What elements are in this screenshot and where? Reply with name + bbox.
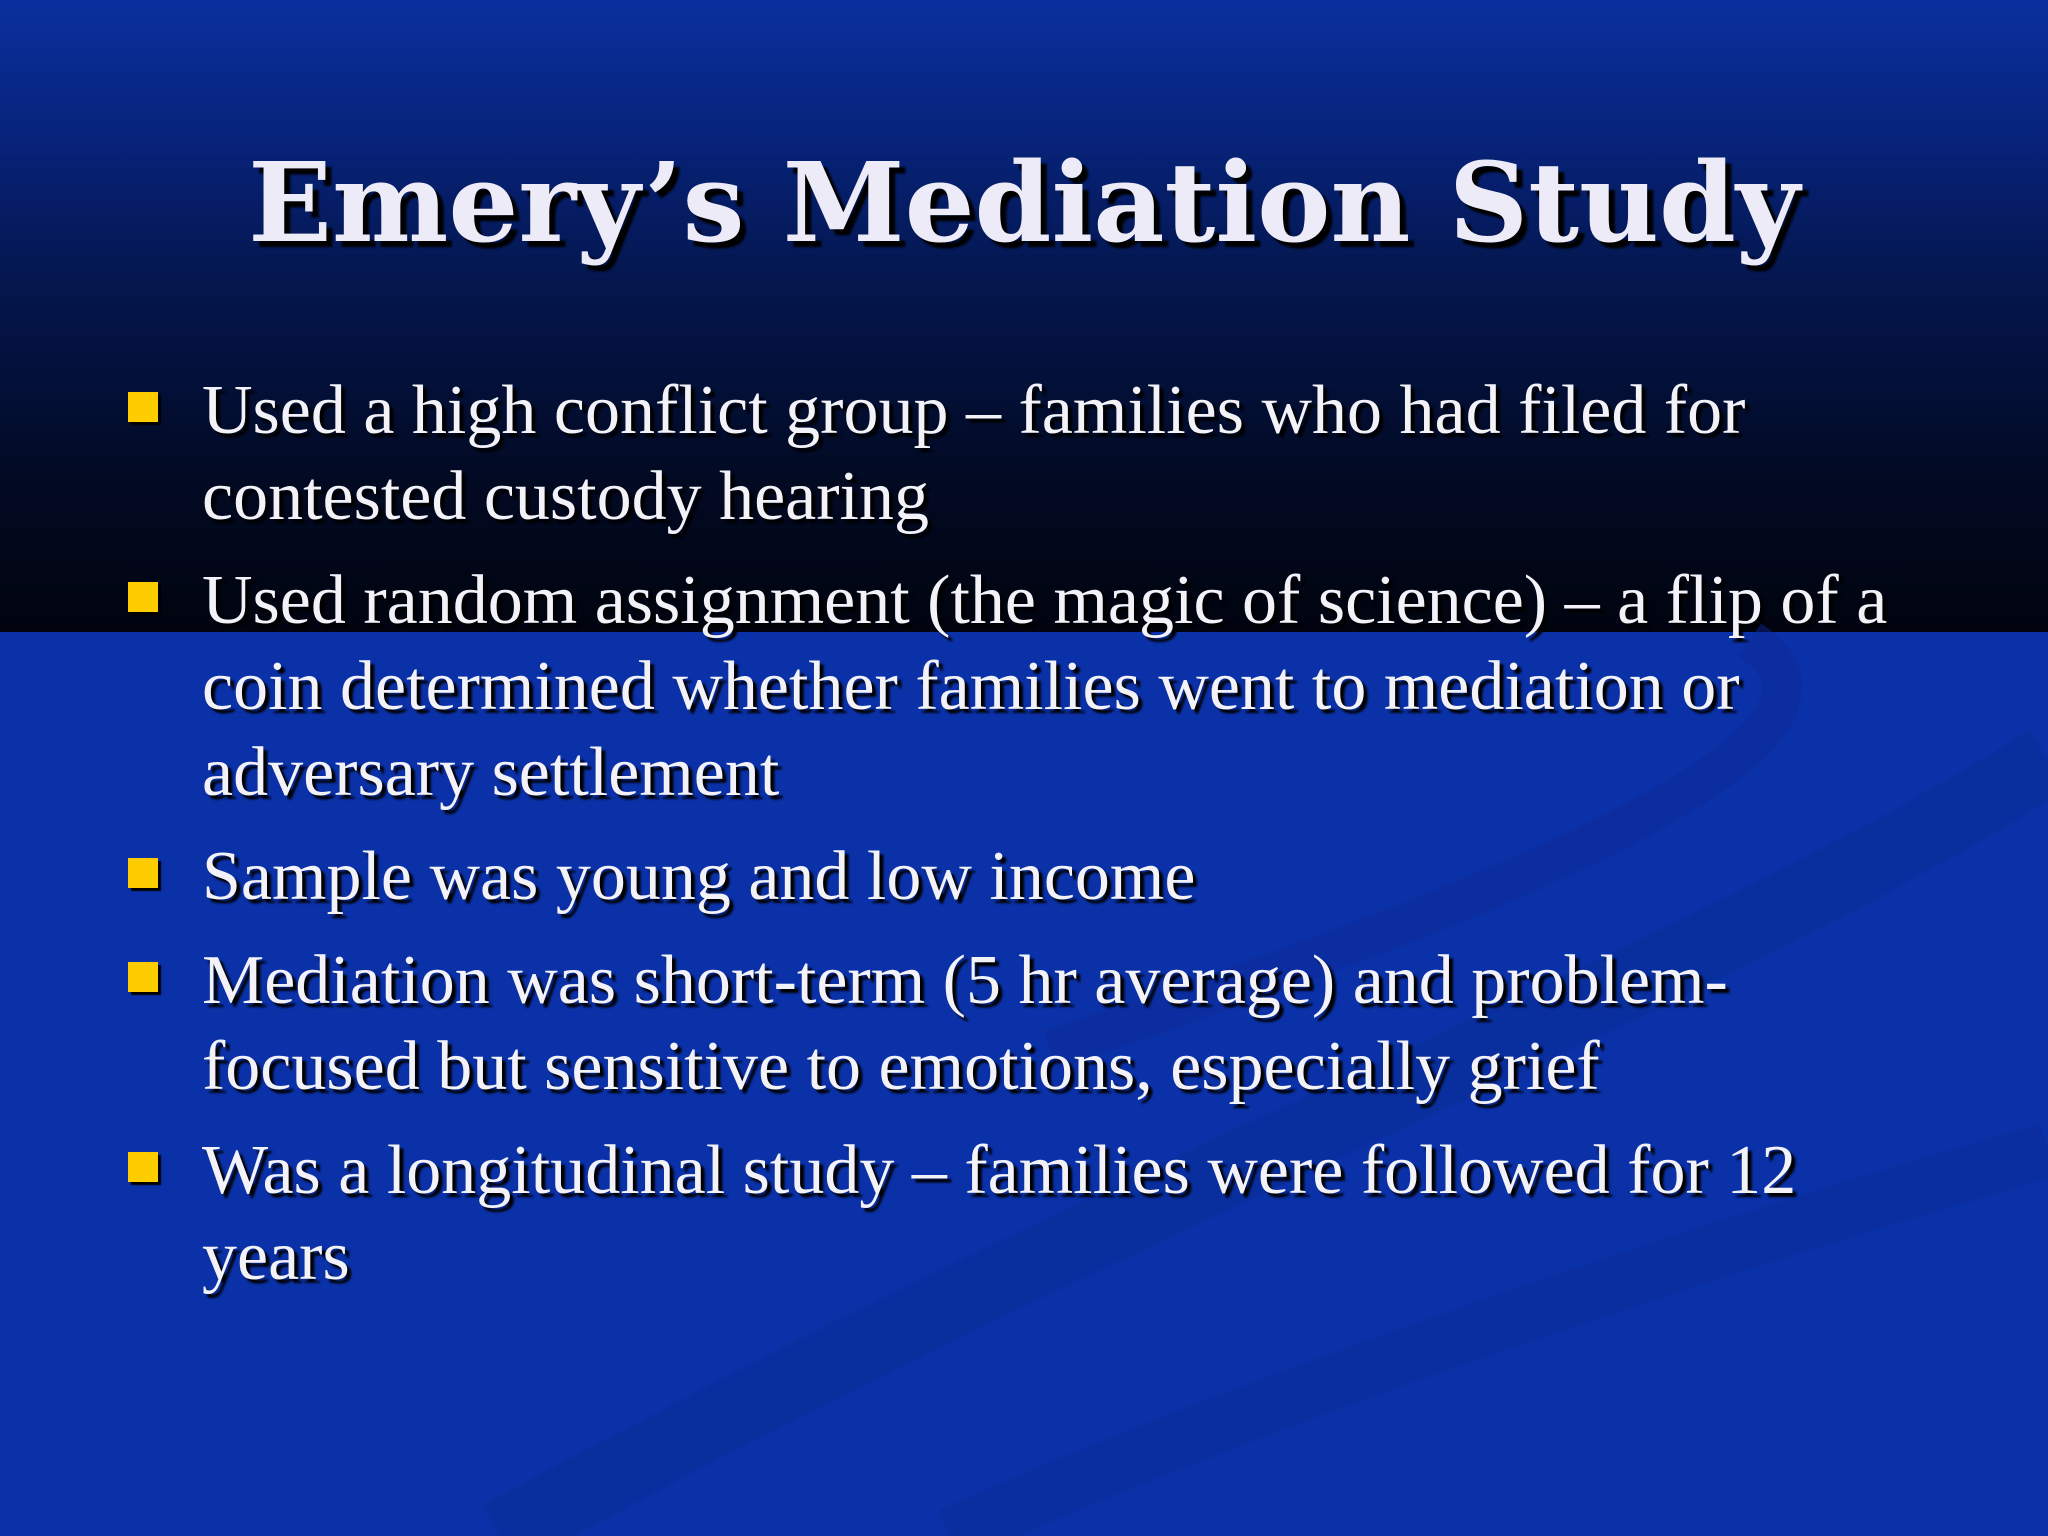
square-bullet-icon — [128, 858, 158, 888]
bullet-text: Mediation was short-term (5 hr average) and problem-focused but sensitive to emotions, especially grief — [202, 942, 1728, 1105]
slide-title: Emery’s Mediation Study — [248, 138, 1800, 267]
square-bullet-icon — [128, 962, 158, 992]
bullet-text: Used a high conflict group – families who had filed for contested custody hearing — [202, 372, 1746, 535]
square-bullet-icon — [128, 582, 158, 612]
bullet-item — [120, 834, 1920, 920]
bullet-text: Was a longitudinal study – families were followed for 12 years — [202, 1132, 1797, 1295]
bullet-item — [120, 368, 1920, 540]
bullet-list — [120, 368, 1920, 1318]
square-bullet-icon — [128, 1152, 158, 1182]
bullet-text: Used random assignment (the magic of science) – a flip of a coin determined whether families went to mediation or adversary settlement — [202, 562, 1888, 811]
square-bullet-icon — [128, 392, 158, 422]
bullet-item — [120, 558, 1920, 816]
bullet-item — [120, 938, 1920, 1110]
bullet-item — [120, 1128, 1920, 1300]
bullet-text: Sample was young and low income — [202, 838, 1196, 915]
